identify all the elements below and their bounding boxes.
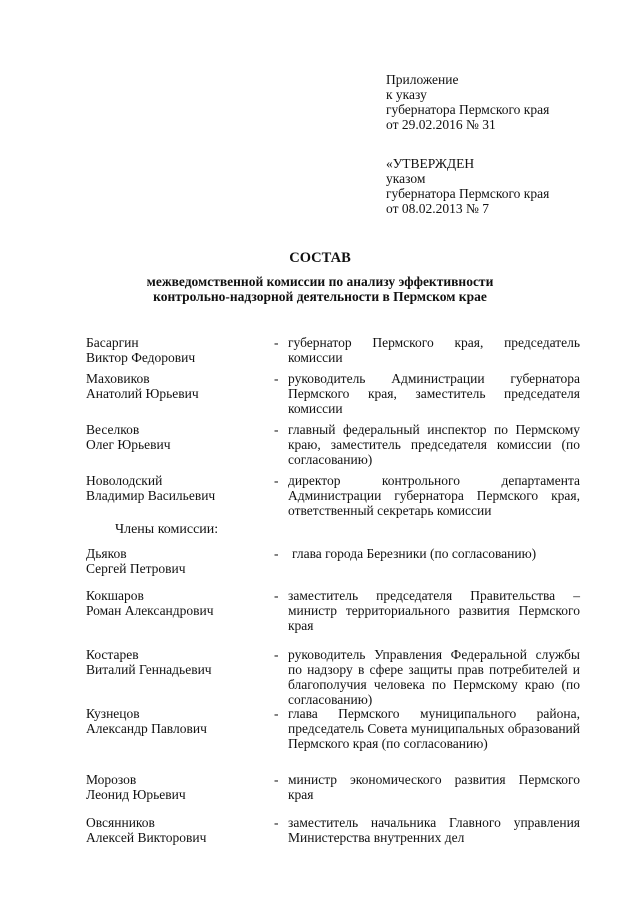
document-title: СОСТАВ (289, 250, 351, 266)
position-description: заместитель начальника Главного управления Министерства внутренних дел (288, 815, 580, 845)
approval-stamp (386, 156, 549, 216)
person-name (86, 815, 266, 845)
annex-line: от 29.02.2016 № 31 (386, 117, 496, 132)
annex-header (386, 72, 549, 132)
dash-separator: - (274, 422, 279, 437)
position-description: руководитель Управления Федеральной службы по надзору в сфере защиты прав потребителей и благополучия человека по Пермскому краю (по согласованию) (288, 647, 580, 707)
dash-separator: - (274, 706, 279, 721)
approval-line: «УТВЕРЖДЕН (386, 156, 475, 171)
given-names: Владимир Васильевич (86, 488, 216, 503)
person-name (86, 588, 266, 618)
position-description: главный федеральный инспектор по Пермскому краю, заместитель председателя комиссии (по согласованию) (288, 422, 580, 467)
given-names: Виктор Федорович (86, 350, 196, 365)
person-name (86, 647, 266, 677)
annex-line: к указу (386, 87, 427, 102)
position-description: заместитель председателя Правительства – министр территориального развития Пермского края (288, 588, 580, 633)
dash-separator: - (274, 772, 279, 787)
position-description: глава Пермского муниципального района, председатель Совета муниципальных образований Пермского края (по согласованию) (288, 706, 580, 751)
document-subtitle (0, 274, 640, 304)
given-names: Виталий Геннадьевич (86, 662, 212, 677)
subtitle-line: межведомственной комиссии по анализу эффективности (146, 274, 494, 289)
surname: Овсянников (86, 815, 155, 830)
annex-line: Приложение (386, 72, 459, 87)
person-name (86, 422, 266, 452)
person-name (86, 473, 266, 503)
given-names: Анатолий Юрьевич (86, 386, 199, 401)
person-name (86, 371, 266, 401)
dash-separator: - (274, 647, 279, 662)
surname: Дьяков (86, 546, 127, 561)
position-description: глава города Березники (по согласованию) (292, 546, 537, 561)
subtitle-line: контрольно-надзорной деятельности в Пермском крае (153, 289, 487, 304)
person-name (86, 335, 266, 365)
surname: Новолодский (86, 473, 163, 488)
dash-separator: - (274, 335, 279, 350)
position-description: директор контрольного департамента Администрации губернатора Пермского края, ответственный секретарь комиссии (288, 473, 580, 518)
approval-line: указом (386, 171, 426, 186)
given-names: Олег Юрьевич (86, 437, 171, 452)
given-names: Роман Александрович (86, 603, 214, 618)
surname: Веселков (86, 422, 140, 437)
surname: Кузнецов (86, 706, 140, 721)
position-description: губернатор Пермского края, председатель комиссии (288, 335, 580, 365)
person-name (86, 546, 266, 576)
dash-separator: - (274, 588, 279, 603)
surname: Маховиков (86, 371, 150, 386)
dash-separator: - (274, 473, 279, 488)
person-name (86, 772, 266, 802)
dash-separator: - (274, 371, 279, 386)
given-names: Сергей Петрович (86, 561, 186, 576)
dash-separator: - (274, 546, 279, 561)
annex-line: губернатора Пермского края (386, 102, 550, 117)
given-names: Александр Павлович (86, 721, 207, 736)
dash-separator: - (274, 815, 279, 830)
person-name (86, 706, 266, 736)
members-section-label: Члены комиссии: (115, 522, 219, 537)
surname: Кокшаров (86, 588, 144, 603)
given-names: Алексей Викторович (86, 830, 207, 845)
given-names: Леонид Юрьевич (86, 787, 186, 802)
approval-line: от 08.02.2013 № 7 (386, 201, 489, 216)
approval-line: губернатора Пермского края (386, 186, 550, 201)
position-description: министр экономического развития Пермского края (288, 772, 580, 802)
surname: Басаргин (86, 335, 139, 350)
position-description: руководитель Администрации губернатора Пермского края, заместитель председателя комиссии (288, 371, 580, 416)
surname: Морозов (86, 772, 137, 787)
surname: Костарев (86, 647, 139, 662)
